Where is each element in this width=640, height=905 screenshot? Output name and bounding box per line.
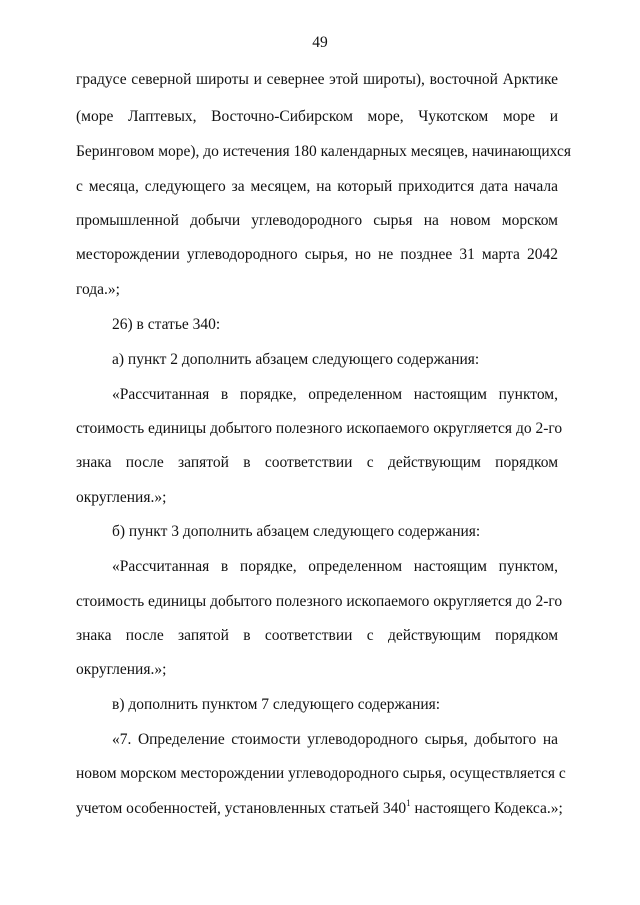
text-line: стоимость единицы добытого полезного ископаемого округляется до 2-го — [76, 593, 563, 610]
list-item: 26) в статье 340: — [112, 316, 221, 333]
text-line: округления.»; — [76, 489, 167, 506]
list-item: в) дополнить пунктом 7 следующего содержания: — [112, 696, 441, 713]
text-fragment: настоящего Кодекса.»; — [410, 800, 563, 817]
superscript: 1 — [406, 798, 411, 808]
text-line: промышленной добычи углеводородного сырья на новом морском — [76, 212, 558, 229]
list-item: а) пункт 2 дополнить абзацем следующего содержания: — [112, 351, 480, 368]
text-line: знака после запятой в соответствии с действующим порядком — [76, 627, 558, 644]
text-fragment: учетом особенностей, установленных статьей 340 — [76, 800, 407, 817]
text-line: года.»; — [76, 281, 120, 298]
text-line: новом морском месторождении углеводородного сырья, осуществляется с — [76, 765, 566, 782]
text-line: месторождении углеводородного сырья, но не позднее 31 марта 2042 — [76, 246, 558, 263]
text-line: с месяца, следующего за месяцем, на который приходится дата начала — [76, 178, 558, 195]
list-item: б) пункт 3 дополнить абзацем следующего содержания: — [112, 523, 481, 540]
quote-line: «Рассчитанная в порядке, определенном настоящим пунктом, — [112, 386, 558, 403]
quote-line: «Рассчитанная в порядке, определенном настоящим пунктом, — [112, 558, 558, 575]
text-line: знака после запятой в соответствии с действующим порядком — [76, 454, 558, 471]
text-line — [76, 798, 563, 819]
text-line: Беринговом море), до истечения 180 календарных месяцев, начинающихся — [76, 143, 571, 160]
page-number: 49 — [312, 34, 328, 51]
quote-line: «7. Определение стоимости углеводородного сырья, добытого на — [112, 731, 558, 748]
text-line: градусе северной широты и севернее этой широты), восточной Арктике — [76, 71, 558, 88]
text-line: стоимость единицы добытого полезного ископаемого округляется до 2-го — [76, 420, 563, 437]
text-line: округления.»; — [76, 661, 167, 678]
text-line: (море Лаптевых, Восточно-Сибирском море, Чукотском море и — [76, 108, 558, 125]
